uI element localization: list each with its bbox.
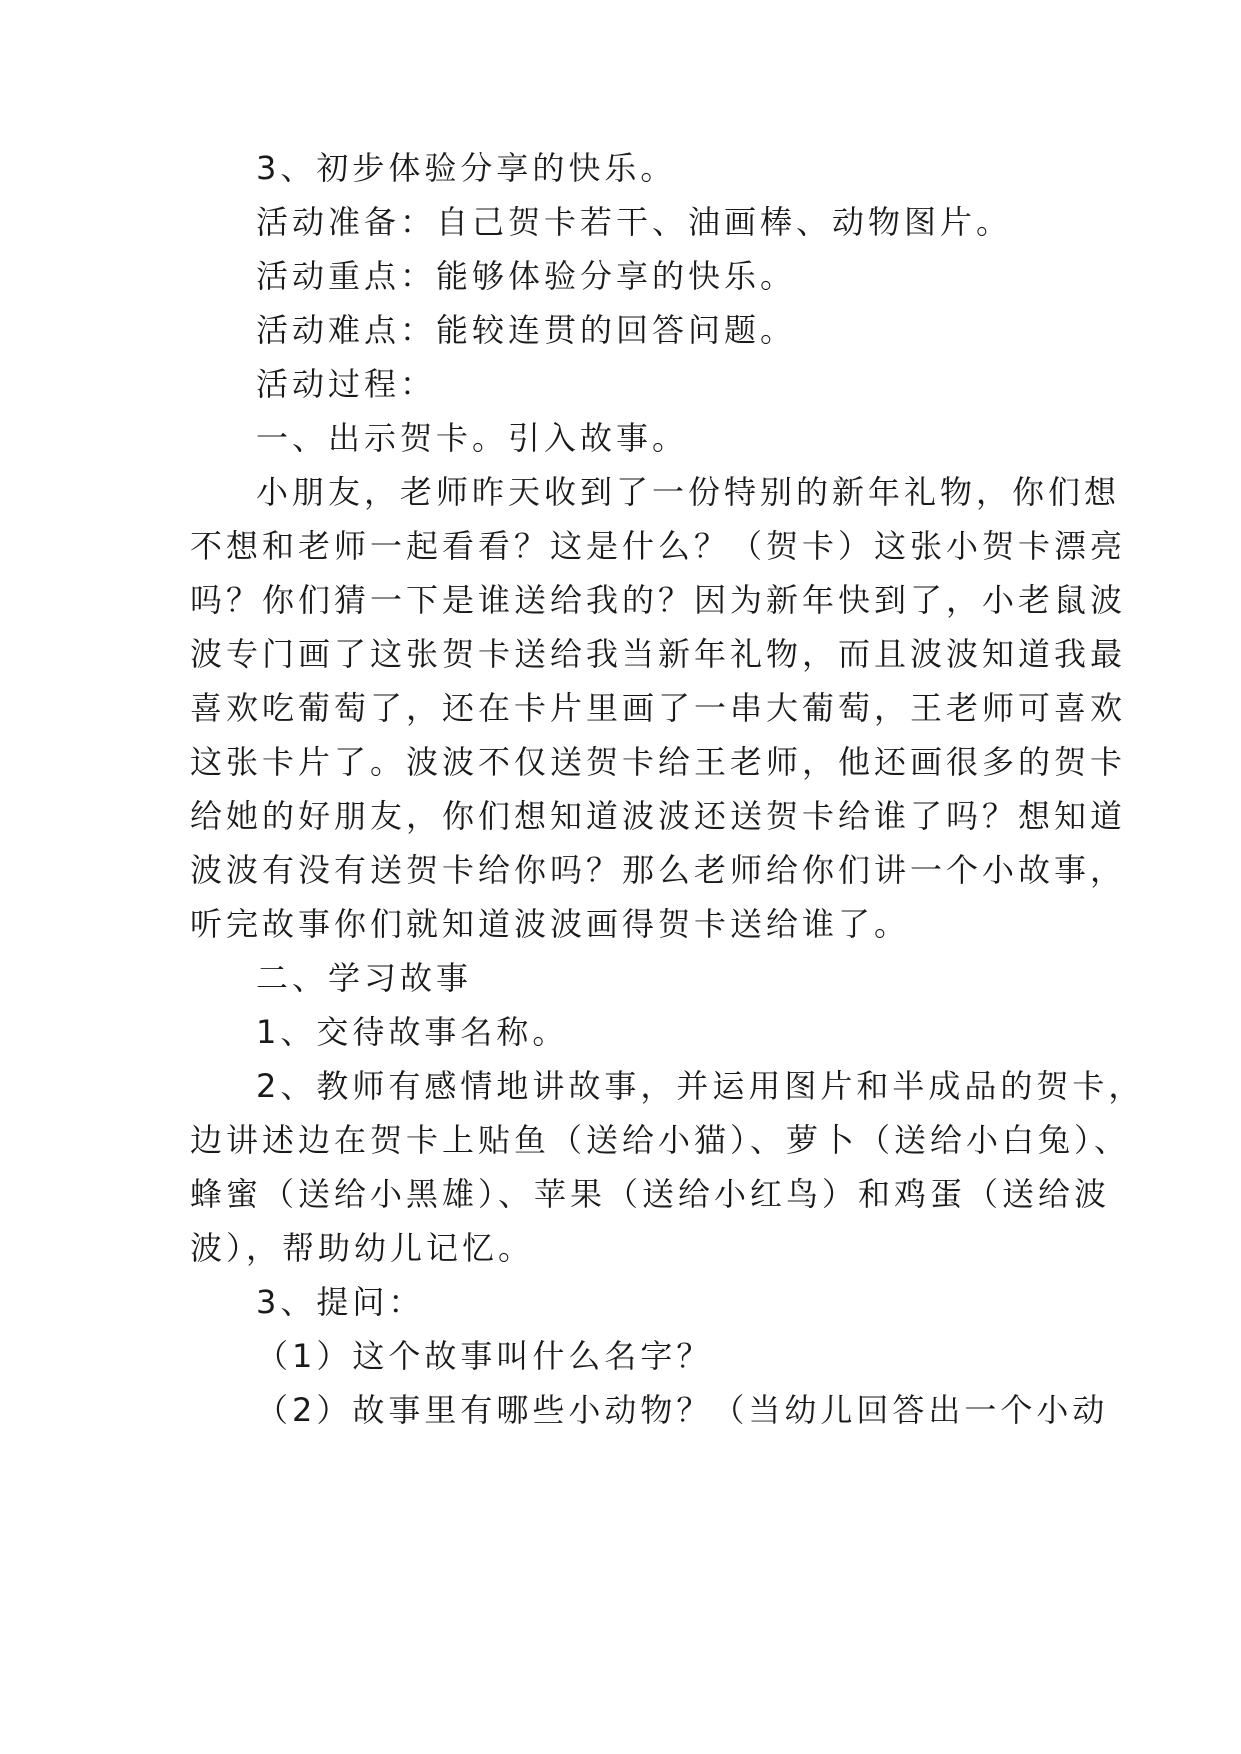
text-line: 这张卡片了。波波不仅送贺卡给王老师，他还画很多的贺卡 (190, 743, 1127, 781)
text-line: 活动准备：自己贺卡若干、油画棒、动物图片。 (256, 203, 1013, 241)
text-line: 边讲述边在贺卡上贴鱼（送给小猫）、萝卜（送给小白兔）、 (190, 1121, 1131, 1159)
text-line: （2）故事里有哪些小动物？（当幼儿回答出一个小动 (256, 1391, 1109, 1429)
section-heading: 一、出示贺卡。引入故事。 (256, 419, 689, 457)
text-line: 活动重点：能够体验分享的快乐。 (256, 257, 797, 295)
text-line: 不想和老师一起看看？这是什么？（贺卡）这张小贺卡漂亮 (190, 527, 1127, 565)
text-line: 3、提问： (256, 1283, 425, 1321)
text-line: 波专门画了这张贺卡送给我当新年礼物，而且波波知道我最 (190, 635, 1127, 673)
text-line: 3、初步体验分享的快乐。 (256, 149, 677, 187)
text-line: 吗？你们猜一下是谁送给我的？因为新年快到了，小老鼠波 (190, 581, 1127, 619)
text-line: 听完故事你们就知道波波画得贺卡送给谁了。 (190, 905, 911, 943)
text-line: 活动难点：能较连贯的回答问题。 (256, 311, 797, 349)
text-line: 波），帮助幼儿记忆。 (190, 1229, 535, 1267)
text-line: 小朋友，老师昨天收到了一份特别的新年礼物，你们想 (256, 473, 1121, 511)
text-line: 蜂蜜（送给小黑雄）、苹果（送给小红鸟）和鸡蛋（送给波 (190, 1175, 1111, 1213)
section-heading: 二、学习故事 (256, 959, 473, 997)
text-line: 波波有没有送贺卡给你吗？那么老师给你们讲一个小故事， (190, 851, 1127, 889)
text-line: （1）这个故事叫什么名字？ (256, 1337, 713, 1375)
text-line: 活动过程： (256, 365, 437, 403)
text-line: 给她的好朋友，你们想知道波波还送贺卡给谁了吗？想知道 (190, 797, 1127, 835)
text-line: 喜欢吃葡萄了，还在卡片里画了一串大葡萄，王老师可喜欢 (190, 689, 1127, 727)
text-line: 1、交待故事名称。 (256, 1013, 569, 1051)
text-line: 2、教师有感情地讲故事，并运用图片和半成品的贺卡， (256, 1067, 1145, 1105)
